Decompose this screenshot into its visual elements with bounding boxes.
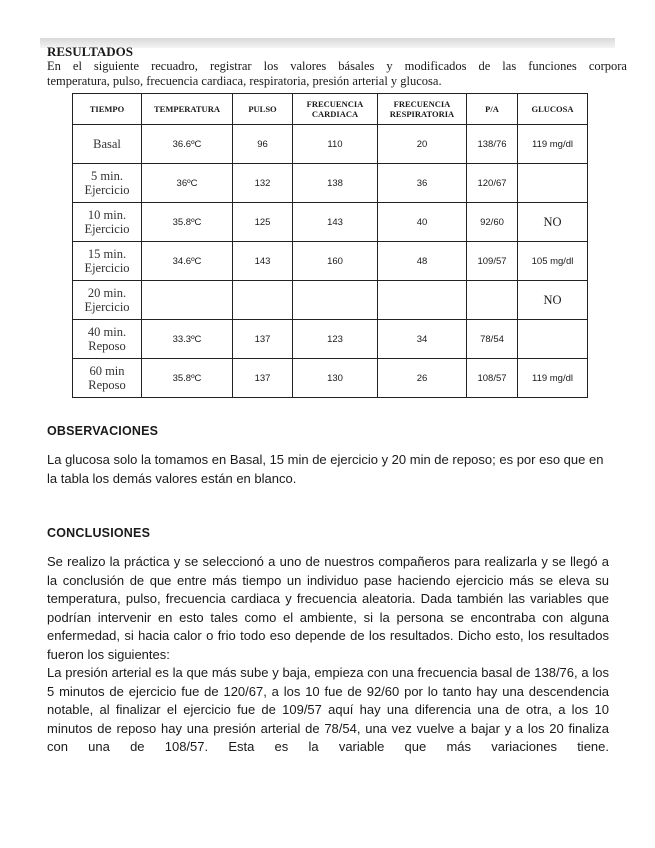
table-row (73, 359, 588, 398)
cell-pa: 120/67 (467, 164, 518, 203)
cell-tiempo: 40 min. Reposo (73, 320, 142, 359)
resultados-intro-line1: En el siguiente recuadro, registrar los valores básales y modificados de las funciones corpora (47, 59, 627, 73)
results-table (72, 93, 588, 398)
header-tiempo: TIEMPO (73, 94, 142, 125)
cell-pa: 138/76 (467, 125, 518, 164)
header-pa: P/A (467, 94, 518, 125)
table-row (73, 242, 588, 281)
conclusiones-body (47, 553, 609, 757)
cell-respiratoria: 36 (378, 164, 467, 203)
cell-temperatura: 33.3ºC (142, 320, 233, 359)
observaciones-title: OBSERVACIONES (47, 424, 159, 438)
cell-pa: 108/57 (467, 359, 518, 398)
cell-glucosa: 119 mg/dl (518, 359, 588, 398)
table-row (73, 320, 588, 359)
cell-tiempo: 15 min. Ejercicio (73, 242, 142, 281)
cell-glucosa: 119 mg/dl (518, 125, 588, 164)
table-row (73, 203, 588, 242)
cell-respiratoria: 34 (378, 320, 467, 359)
cell-glucosa: NO (518, 203, 588, 242)
resultados-intro (47, 59, 627, 89)
cell-temperatura: 36ºC (142, 164, 233, 203)
header-temperatura: TEMPERATURA (142, 94, 233, 125)
cell-respiratoria: 48 (378, 242, 467, 281)
cell-pa: 78/54 (467, 320, 518, 359)
cell-temperatura: 35.8ºC (142, 359, 233, 398)
observaciones-body: La glucosa solo la tomamos en Basal, 15 min de ejercicio y 20 min de reposo; es por eso que en la tabla los demás valores están en blanco. (47, 452, 604, 486)
table-row (73, 125, 588, 164)
cell-cardiaca (293, 281, 378, 320)
cell-temperatura: 36.6ºC (142, 125, 233, 164)
cell-pa: 92/60 (467, 203, 518, 242)
cell-glucosa: 105 mg/dl (518, 242, 588, 281)
cell-pa (467, 281, 518, 320)
cell-pulso: 125 (233, 203, 293, 242)
cell-temperatura: 35.8ºC (142, 203, 233, 242)
cell-temperatura: 34.6ºC (142, 242, 233, 281)
conclusiones-paragraph-2: La presión arterial es la que más sube y baja, empieza con una frecuencia basal de 138/76, a los 5 minutos de ejercicio fue de 120/67, a los 10 fue de 92/60 por lo tanto hay una descendencia notable, al finalizar el ejercicio fue de 109/57 aquí hay una diferencia una de otra, a los 10 minutos de reposo hay una presión arterial de 78/54, una vez vuelve a bajar y a los 20 finaliza con una de 108/57. Esta es la variable que más variaciones tiene. (47, 665, 609, 754)
cell-pulso: 132 (233, 164, 293, 203)
cell-pulso: 96 (233, 125, 293, 164)
resultados-intro-line2: temperatura, pulso, frecuencia cardiaca, respiratoria, presión arterial y glucosa. (47, 74, 442, 88)
conclusiones-paragraph-1: Se realizo la práctica y se seleccionó a uno de nuestros compañeros para realizarla y se llegó a la conclusión de que entre más tiempo un individuo pase haciendo ejercicio más se eleva su temperatura, pulso, frecuencia cardiaca y frecuencia aleatoria. Dada también las variables que podrían intervenir en esto tales como el ambiente, si la persona se encontraba con alguna enfermedad, si hacia calor o frio todo eso depende de los resultados. Dicho esto, los resultados fueron los siguientes: (47, 554, 609, 662)
cell-cardiaca: 143 (293, 203, 378, 242)
cell-respiratoria: 26 (378, 359, 467, 398)
table-row (73, 281, 588, 320)
conclusiones-title: CONCLUSIONES (47, 526, 151, 540)
cell-tiempo: 5 min. Ejercicio (73, 164, 142, 203)
cell-cardiaca: 160 (293, 242, 378, 281)
header-frecuencia-cardiaca: FRECUENCIA CARDIACA (293, 94, 378, 125)
cell-glucosa: NO (518, 281, 588, 320)
header-frecuencia-respiratoria: FRECUENCIA RESPIRATORIA (378, 94, 467, 125)
cell-cardiaca: 138 (293, 164, 378, 203)
table-row (73, 164, 588, 203)
table-header-row (73, 94, 588, 125)
header-pulso: PULSO (233, 94, 293, 125)
cell-temperatura (142, 281, 233, 320)
cell-pulso (233, 281, 293, 320)
cell-cardiaca: 130 (293, 359, 378, 398)
cell-respiratoria: 40 (378, 203, 467, 242)
cell-tiempo: 10 min. Ejercicio (73, 203, 142, 242)
cell-pa: 109/57 (467, 242, 518, 281)
cell-tiempo: 20 min. Ejercicio (73, 281, 142, 320)
cell-glucosa (518, 164, 588, 203)
cell-tiempo: 60 min Reposo (73, 359, 142, 398)
cell-respiratoria: 20 (378, 125, 467, 164)
cell-pulso: 143 (233, 242, 293, 281)
cell-respiratoria (378, 281, 467, 320)
cell-pulso: 137 (233, 320, 293, 359)
cell-cardiaca: 123 (293, 320, 378, 359)
cell-glucosa (518, 320, 588, 359)
cell-pulso: 137 (233, 359, 293, 398)
header-glucosa: GLUCOSA (518, 94, 588, 125)
resultados-title: RESULTADOS (47, 44, 133, 59)
cell-tiempo: Basal (73, 125, 142, 164)
cell-cardiaca: 110 (293, 125, 378, 164)
